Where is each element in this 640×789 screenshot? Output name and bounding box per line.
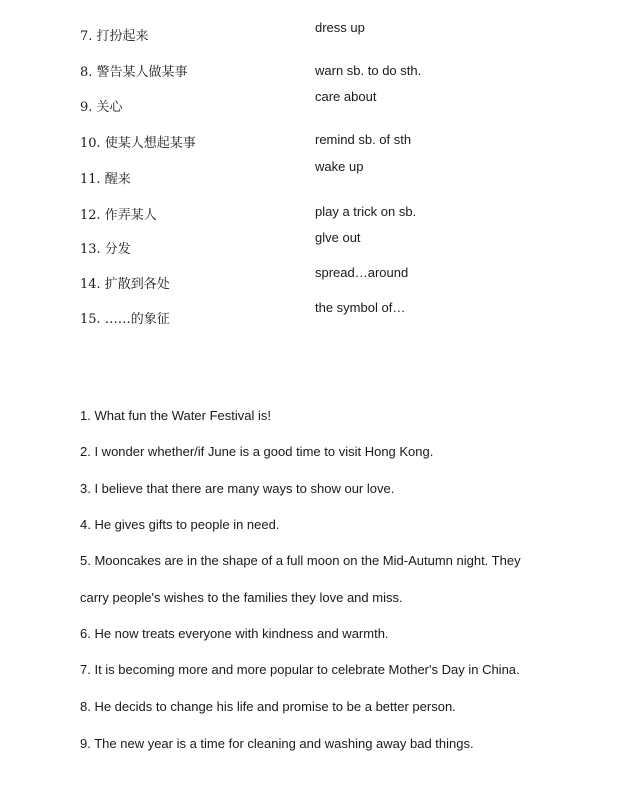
phrase-en: dress up xyxy=(315,20,365,35)
sentence-4: 4. He gives gifts to people in need. xyxy=(80,517,280,532)
phrase-cn: 14. 扩散到各处 xyxy=(80,277,170,292)
sentence-7: 7. It is becoming more and more popular to celebrate Mother's Day in China. xyxy=(80,662,520,677)
phrase-row-14 xyxy=(0,265,640,300)
phrase-cn: 11. 醒来 xyxy=(80,172,131,187)
phrase-en: warn sb. to do sth. xyxy=(315,63,422,78)
sentence-9: 9. The new year is a time for cleaning and washing away bad things. xyxy=(80,736,474,751)
phrase-cn: 12. 作弄某人 xyxy=(80,208,157,223)
phrase-row-11 xyxy=(0,159,640,193)
phrase-en: glve out xyxy=(315,230,361,245)
phrase-en: spread…around xyxy=(315,265,409,280)
sentence-3: 3. I believe that there are many ways to show our love. xyxy=(80,481,395,496)
phrase-row-15 xyxy=(0,300,640,335)
phrase-en: wake up xyxy=(315,159,364,174)
phrase-cn: 13. 分发 xyxy=(80,242,131,257)
sentence-6: 6. He now treats everyone with kindness and warmth. xyxy=(80,626,389,641)
phrase-en: play a trick on sb. xyxy=(315,204,417,219)
phrase-row-9 xyxy=(0,91,640,121)
phrase-cn: 15. ……的象征 xyxy=(80,312,170,327)
sentence-1: 1. What fun the Water Festival is! xyxy=(80,408,271,423)
phrase-cn: 7. 打扮起来 xyxy=(80,29,149,44)
sentence-8: 8. He decids to change his life and promise to be a better person. xyxy=(80,699,456,714)
phrase-cn: 8. 警告某人做某事 xyxy=(80,65,188,80)
sentence-5: 5. Mooncakes are in the shape of a full moon on the Mid-Autumn night. They xyxy=(80,553,521,568)
phrase-row-13 xyxy=(0,230,640,265)
phrase-cn: 9. 关心 xyxy=(80,100,123,115)
sentence-5-continued: carry people's wishes to the families they love and miss. xyxy=(80,590,403,605)
phrase-cn: 10. 使某人想起某事 xyxy=(80,136,196,151)
phrase-en: remind sb. of sth xyxy=(315,132,412,147)
phrase-row-8 xyxy=(0,56,640,86)
phrase-row-10 xyxy=(0,127,640,157)
phrase-en: the symbol of… xyxy=(315,300,406,315)
sentence-2: 2. I wonder whether/if June is a good time to visit Hong Kong. xyxy=(80,444,434,459)
phrase-row-7 xyxy=(0,20,640,50)
phrase-en: care about xyxy=(315,89,377,104)
phrase-row-12 xyxy=(0,199,640,229)
